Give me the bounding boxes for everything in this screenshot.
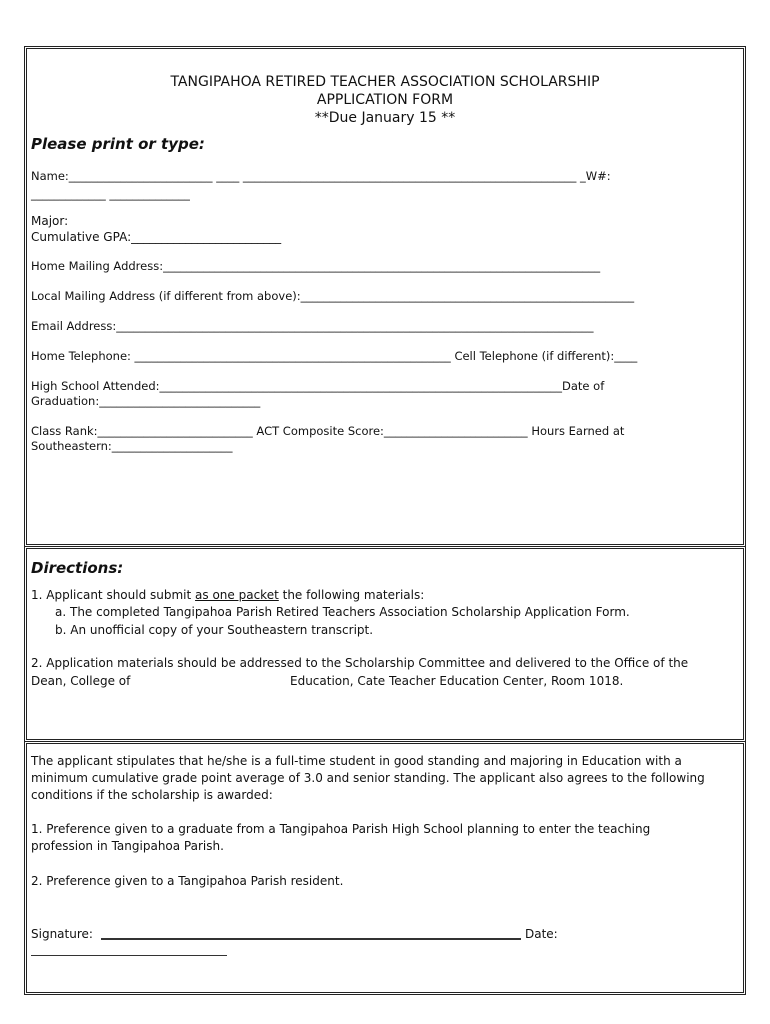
conditions-intro-line2: minimum cumulative grade point average of 3.0 and senior standing. The applicant also agrees to the following — [31, 771, 705, 785]
direction-item-1-suffix: the following materials: — [278, 588, 425, 602]
high-school-field[interactable]: High School Attended:______________________________________________________________________Date of — [31, 379, 605, 393]
date-line[interactable] — [31, 955, 227, 956]
directions-heading: Directions: — [31, 559, 124, 577]
direction-item-1-prefix: 1. Applicant should submit — [31, 588, 196, 602]
southeastern-hours-field[interactable]: Southeastern:_____________________ — [31, 439, 233, 453]
direction-item-1a: a. The completed Tangipahoa Parish Retired Teachers Association Scholarship Application Form. — [55, 605, 630, 619]
graduation-field[interactable]: Graduation:____________________________ — [31, 394, 261, 408]
signature-line[interactable] — [101, 938, 521, 940]
due-date: **Due January 15 ** — [314, 110, 456, 126]
home-address-field[interactable]: Home Mailing Address:____________________________________________________________________________ — [31, 259, 601, 273]
date-label: Date: — [525, 927, 558, 941]
class-rank-field[interactable]: Class Rank:___________________________ ACT Composite Score:_________________________ Hours Earned at — [31, 424, 625, 438]
form-title-line1: TANGIPAHOA RETIRED TEACHER ASSOCIATION SCHOLARSHIP — [170, 74, 600, 90]
email-field[interactable]: Email Address:___________________________________________________________________________________ — [31, 319, 594, 333]
applicant-info-section — [24, 46, 746, 547]
name-field-continued[interactable]: _____________ ______________ — [31, 187, 190, 201]
print-instruction: Please print or type: — [31, 135, 205, 153]
directions-section — [24, 546, 746, 742]
form-title-line2: APPLICATION FORM — [316, 92, 454, 108]
direction-item-2-line1: 2. Application materials should be addressed to the Scholarship Committee and delivered to the Office of the — [31, 656, 689, 670]
conditions-intro-line1: The applicant stipulates that he/she is a full-time student in good standing and majoring in Education with a — [31, 754, 682, 768]
conditions-intro-line3: conditions if the scholarship is awarded: — [31, 788, 273, 802]
direction-item-2-line2a: Dean, College of — [31, 674, 131, 688]
preference-2: 2. Preference given to a Tangipahoa Parish resident. — [31, 874, 344, 888]
signature-label: Signature: — [31, 927, 93, 941]
telephone-field[interactable]: Home Telephone: _______________________________________________________ Cell Telephone (if different):____ — [31, 349, 638, 363]
name-field[interactable]: Name:_________________________ ____ __________________________________________________________ _W#: — [31, 169, 611, 183]
direction-item-1 — [31, 588, 424, 603]
preference-1-line2: profession in Tangipahoa Parish. — [31, 839, 224, 853]
major-field[interactable]: Major: — [31, 214, 69, 228]
direction-item-1-underlined: as one packet — [195, 588, 279, 602]
direction-item-2-line2b: Education, Cate Teacher Education Center, Room 1018. — [290, 674, 624, 688]
local-address-field[interactable]: Local Mailing Address (if different from above):__________________________________________________________ — [31, 289, 635, 303]
conditions-section — [24, 741, 746, 995]
preference-1-line1: 1. Preference given to a graduate from a Tangipahoa Parish High School planning to enter the teaching — [31, 822, 651, 836]
gpa-field[interactable]: Cumulative GPA:_________________________ — [31, 230, 282, 244]
direction-item-1b: b. An unofficial copy of your Southeastern transcript. — [55, 623, 374, 637]
